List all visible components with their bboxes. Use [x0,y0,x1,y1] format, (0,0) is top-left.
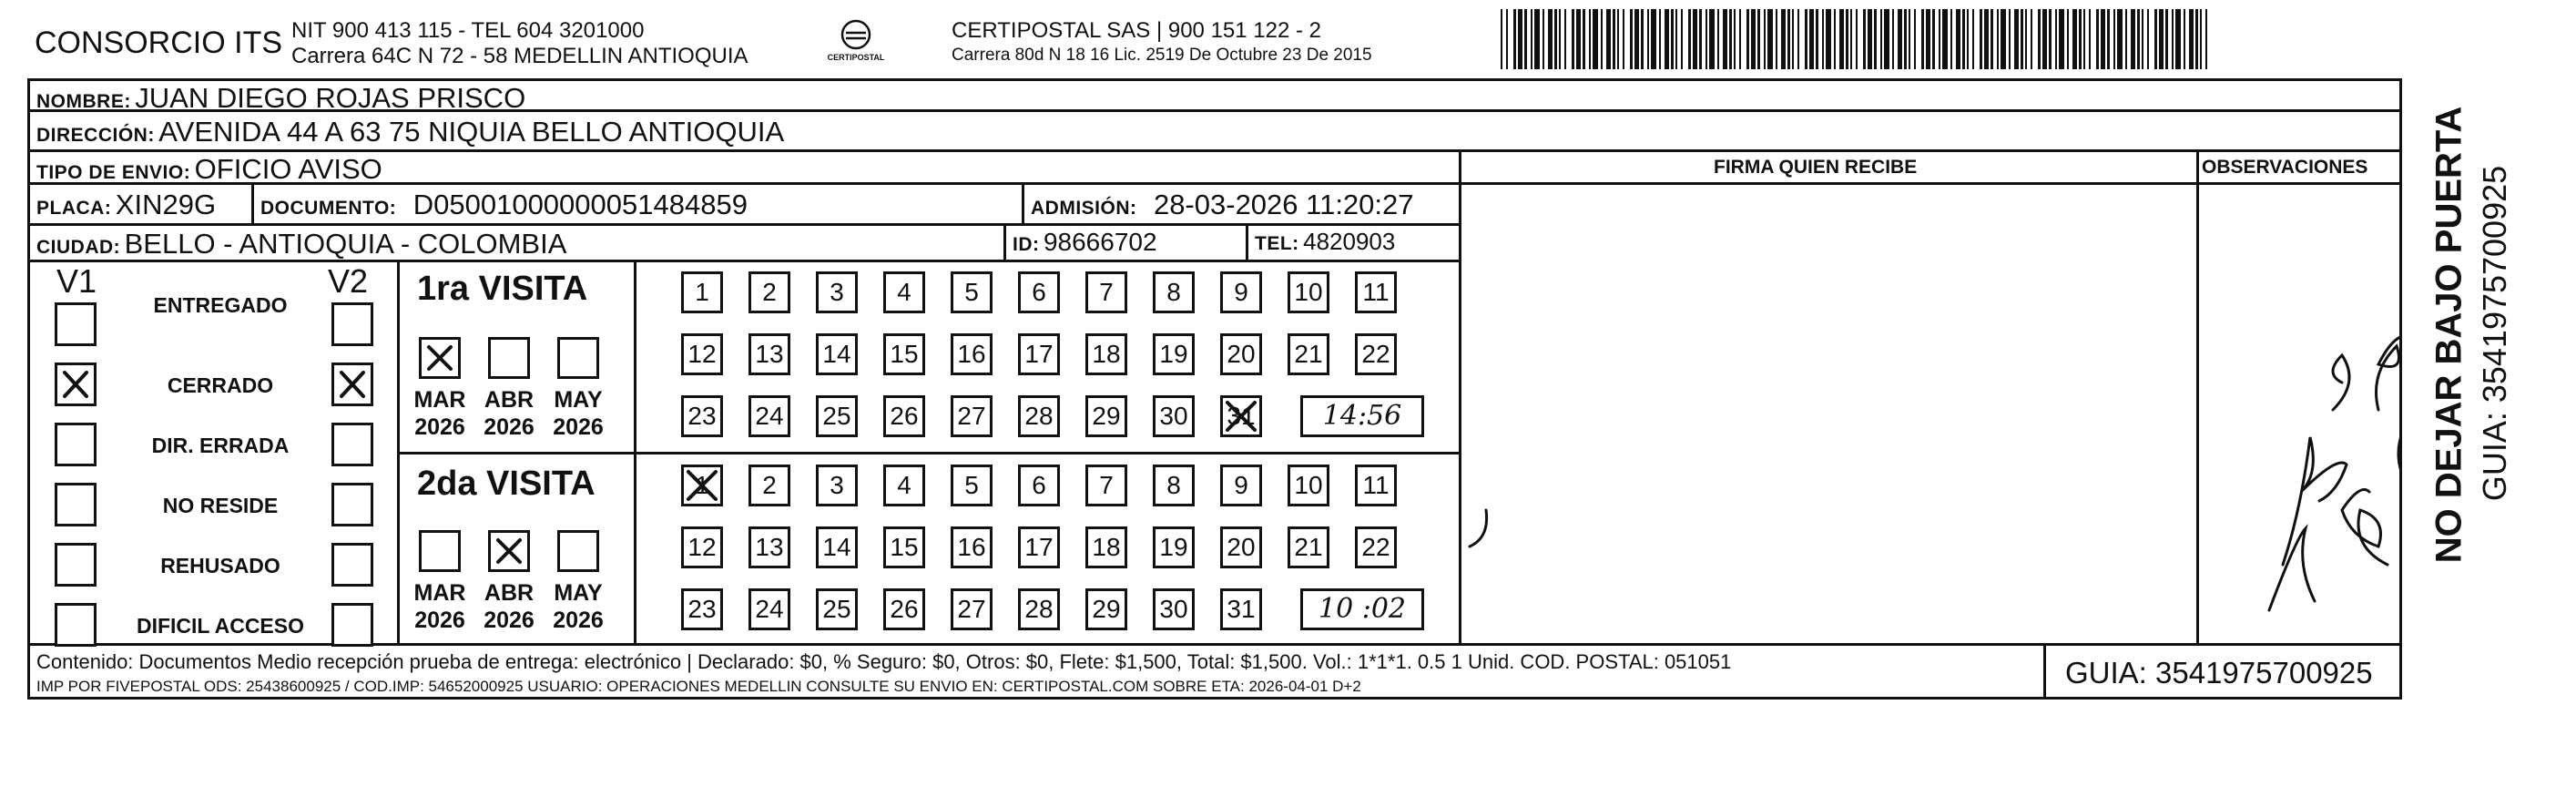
month-checkbox[interactable] [488,530,530,572]
day-checkbox[interactable]: 4 [883,465,925,506]
year-label: 2026 [484,414,535,440]
v2-checkbox[interactable] [331,603,373,647]
day-checkbox[interactable]: 14 [816,333,858,375]
col-line [1246,223,1248,260]
barcode-bar [1850,9,1852,69]
barcode-bar [1809,9,1814,69]
nombre-value: JUAN DIEGO ROJAS PRISCO [135,82,526,114]
certipostal-address: Carrera 80d N 18 16 Lic. 2519 De Octubre 23 De 2015 [952,46,1372,65]
barcode-bar [1884,9,1889,69]
day-checkbox[interactable]: 6 [1018,271,1060,313]
barcode-bar [1997,9,1999,69]
day-checkbox[interactable]: 19 [1153,526,1195,568]
barcode-bar [1898,9,1902,69]
status-label: CERRADO [167,373,274,397]
day-checkbox[interactable]: 7 [1085,465,1127,506]
day-checkbox[interactable]: 8 [1153,271,1195,313]
check-mark-icon [57,365,94,404]
certipostal-logo [824,16,888,71]
year-label: 2026 [553,414,604,440]
barcode-bar [1868,9,1872,69]
v1-checkbox[interactable] [55,363,97,406]
barcode-bar [1962,9,1965,69]
barcode-bar [2042,9,2047,69]
guia-box: GUIA: 3541975700925 [2065,656,2373,690]
barcode-bar [1601,9,1603,69]
day-checkbox[interactable]: 8 [1153,465,1195,506]
barcode-bar [2200,9,2202,69]
tel-label: TEL: [1255,233,1299,254]
day-checkbox[interactable]: 1 [681,465,723,506]
day-checkbox[interactable]: 22 [1355,526,1397,568]
day-checkbox[interactable]: 2 [748,465,790,506]
barcode-bar [1688,9,1691,69]
barcode-bar [2101,9,2105,69]
v1-checkbox[interactable] [55,423,97,466]
barcode-bar [1606,9,1611,69]
v2-checkbox[interactable] [331,543,373,587]
no-dejar-text: NO DEJAR BAJO PUERTA [2428,106,2469,564]
barcode-bar [1751,9,1756,69]
visit-time[interactable]: 14:56 [1300,395,1424,437]
barcode-bar [2113,9,2115,69]
nombre-row [36,82,525,115]
barcode-bar [2072,9,2077,69]
check-mark-icon [1220,395,1262,437]
barcode-bar [1531,9,1532,69]
side-text [2408,106,2513,619]
admision-row [1031,189,1414,221]
day-checkbox[interactable]: 7 [1085,271,1127,313]
barcode-bar [2038,9,2041,69]
visit-time[interactable]: 10 :02 [1300,588,1424,630]
barcode-bar [2175,9,2181,69]
day-checkbox[interactable]: 30 [1153,588,1195,630]
documento-label: DOCUMENTO: [260,198,397,219]
year-label: 2026 [414,414,465,440]
barcode-bar [1524,9,1527,69]
col-line [1022,182,1024,223]
direccion-value: AVENIDA 44 A 63 75 NIQUIA BELLO ANTIOQUIA [158,116,785,148]
barcode-bar [1647,9,1649,69]
ciudad-label: CIUDAD: [36,237,121,258]
barcode-bar [1651,9,1656,69]
barcode-bar [1709,9,1715,69]
barcode-bar [1671,9,1674,69]
barcode-bar [2089,9,2091,69]
barcode-bar [1518,9,1522,69]
barcode-bar [2083,9,2085,69]
day-checkbox[interactable]: 27 [951,588,993,630]
barcode-bar [1554,9,1557,69]
tipo-row [36,153,382,186]
barcode-bar [1834,9,1836,69]
year-label: 2026 [553,608,604,633]
status-label: DIR. ERRADA [151,434,290,457]
observaciones-label: OBSERVACIONES [2202,157,2368,178]
barcode-bar [1926,9,1930,69]
barcode-bar [1846,9,1848,69]
barcode-bar [1921,9,1924,69]
barcode-bar [1734,9,1736,69]
barcode-bar [1564,9,1566,69]
barcode-bar [1534,9,1540,69]
barcode-bar [1914,9,1916,69]
ciudad-row [36,228,566,260]
barcode-bar [2165,9,2168,69]
day-checkbox[interactable]: 12 [681,333,723,375]
barcode-bar [1543,9,1544,69]
barcode-bar [1956,9,1960,69]
day-checkbox[interactable]: 31 [1220,395,1262,437]
barcode-bar [1675,9,1677,69]
barcode-bar [1904,9,1907,69]
check-mark-icon [681,465,723,506]
direccion-row [36,116,784,148]
address-line: Carrera 64C N 72 - 58 MEDELLIN ANTIOQUIA [291,44,748,68]
barcode-bar [1776,9,1777,69]
barcode [1501,9,2220,71]
day-checkbox[interactable]: 6 [1018,465,1060,506]
day-checkbox[interactable]: 16 [951,526,993,568]
day-checkbox[interactable]: 3 [816,465,858,506]
barcode-bar [1980,9,1982,69]
day-checkbox[interactable]: 4 [883,271,925,313]
check-mark-icon [334,365,371,404]
id-value: 98666702 [1043,228,1157,256]
barcode-bar [1506,9,1508,69]
day-checkbox[interactable]: 11 [1355,465,1397,506]
barcode-bar [1513,9,1516,69]
month-label: MAY [554,580,603,606]
day-checkbox[interactable]: 10 [1288,465,1329,506]
barcode-bar [1805,9,1807,69]
barcode-bar [2172,9,2174,69]
day-checkbox[interactable]: 22 [1355,333,1397,375]
day-checkbox[interactable]: 26 [883,588,925,630]
barcode-bar [2055,9,2057,69]
certipostal-logo-icon [824,16,888,71]
barcode-bar [1665,9,1669,69]
v1-checkbox[interactable] [55,543,97,587]
barcode-bar [1909,9,1910,69]
day-checkbox[interactable]: 31 [1220,588,1262,630]
month-checkbox[interactable] [419,530,461,572]
v2-checkbox[interactable] [331,483,373,526]
month-label: ABR [484,580,535,606]
month-checkbox[interactable] [557,337,599,379]
day-checkbox[interactable]: 1 [681,271,723,313]
logo-text: CERTIPOSTAL [827,53,885,62]
barcode-bar [1693,9,1697,69]
day-checkbox[interactable]: 10 [1288,271,1329,313]
barcode-bar [1681,9,1683,69]
day-checkbox[interactable]: 25 [816,395,858,437]
barcode-bar [2205,9,2207,69]
id-row [1013,228,1157,257]
nombre-label: NOMBRE: [36,91,131,112]
day-checkbox[interactable]: 28 [1018,395,1060,437]
direccion-label: DIRECCIÓN: [36,125,155,146]
barcode-bar [2025,9,2027,69]
col-line [1003,223,1006,260]
barcode-bar [1659,9,1661,69]
barcode-bar [1593,9,1598,69]
barcode-bar [2001,9,2006,69]
second-visit-title: 2da VISITA [417,465,596,503]
barcode-bar [1939,9,1940,69]
nit-line: NIT 900 413 115 - TEL 604 3201000 [291,18,645,43]
day-checkbox[interactable]: 21 [1288,333,1329,375]
day-checkbox[interactable]: 23 [681,588,723,630]
barcode-bar [1856,9,1858,69]
admision-value: 28-03-2026 11:20:27 [1153,189,1414,220]
barcode-bar [2096,9,2099,69]
documento-row [260,189,748,221]
barcode-bar [1746,9,1749,69]
month-label: MAR [413,387,466,413]
day-checkbox[interactable]: 29 [1085,588,1127,630]
day-checkbox[interactable]: 20 [1220,333,1262,375]
check-mark-icon [422,340,458,376]
day-checkbox[interactable]: 23 [681,395,723,437]
v1-checkbox[interactable] [55,483,97,526]
day-checkbox[interactable]: 18 [1085,526,1127,568]
status-label: NO RESIDE [162,494,279,517]
barcode-bar [2154,9,2157,69]
placa-value: XIN29G [115,189,217,220]
id-label: ID: [1013,234,1040,255]
day-checkbox[interactable]: 15 [883,333,925,375]
col-line [251,182,254,223]
status-label: DIFICIL ACCESO [136,614,304,638]
barcode-bar [1984,9,1989,69]
day-checkbox[interactable]: 2 [748,271,790,313]
barcode-bar [1589,9,1591,69]
day-checkbox[interactable]: 27 [951,395,993,437]
day-checkbox[interactable]: 16 [951,333,993,375]
barcode-bar [1559,9,1561,69]
barcode-bar [2189,9,2194,69]
day-checkbox[interactable]: 24 [748,588,790,630]
barcode-bar [1576,9,1581,69]
barcode-bar [1797,9,1799,69]
admision-label: ADMISIÓN: [1031,198,1137,219]
barcode-bar [2067,9,2069,69]
day-checkbox[interactable]: 29 [1085,395,1127,437]
barcode-bar [2131,9,2135,69]
barcode-bar [1767,9,1773,69]
barcode-bar [1816,9,1818,69]
tipo-label: TIPO DE ENVIO: [36,162,191,183]
tel-value: 4820903 [1303,228,1396,255]
day-checkbox[interactable]: 25 [816,588,858,630]
barcode-bar [1613,9,1615,69]
barcode-bar [1623,9,1624,69]
barcode-bar [1705,9,1707,69]
handwriting [1459,182,2402,643]
barcode-bar [1792,9,1794,69]
year-label: 2026 [414,608,465,633]
barcode-bar [1991,9,1993,69]
barcode-bar [1942,9,1948,69]
barcode-bar [1892,9,1894,69]
barcode-bar [2137,9,2140,69]
barcode-bar [1630,9,1633,69]
v1-checkbox[interactable] [55,603,97,647]
month-label: ABR [484,387,535,413]
barcode-bar [1874,9,1877,69]
barcode-bar [2195,9,2198,69]
v2-checkbox[interactable] [331,363,373,406]
barcode-bar [1572,9,1574,69]
certipostal-line: CERTIPOSTAL SAS | 900 151 122 - 2 [952,18,1321,43]
col-line [2043,643,2046,700]
barcode-bar [2142,9,2143,69]
first-visit-title: 1ra VISITA [417,270,588,308]
day-checkbox[interactable]: 30 [1153,395,1195,437]
barcode-bar [2147,9,2149,69]
day-checkbox[interactable]: 5 [951,465,993,506]
check-mark-icon [491,533,527,569]
status-label: ENTREGADO [153,293,288,317]
day-checkbox[interactable]: 20 [1220,526,1262,568]
day-checkbox[interactable]: 24 [748,395,790,437]
barcode-bar [1699,9,1702,69]
day-checkbox[interactable]: 9 [1220,465,1262,506]
barcode-bar [2021,9,2023,69]
day-checkbox[interactable]: 3 [816,271,858,313]
status-label: REHUSADO [160,554,280,577]
barcode-bar [1967,9,1969,69]
v2-checkbox[interactable] [331,302,373,346]
day-checkbox[interactable]: 5 [951,271,993,313]
barcode-bar [1932,9,1935,69]
day-checkbox[interactable]: 28 [1018,588,1060,630]
firma-label: FIRMA QUIEN RECIBE [1714,157,1918,178]
barcode-bar [1757,9,1760,69]
barcode-bar [2014,9,2019,69]
barcode-bar [2159,9,2164,69]
v2-label: V2 [328,262,369,300]
barcode-bar [2125,9,2127,69]
placa-row [36,189,216,221]
contenido-line: Contenido: Documentos Medio recepción prueba de entrega: electrónico | Declarado: $0, % Seguro: $0, Otros: $0, Flete: $1,500, Total: $1,500. Vol.: 1*1*1. 0.5 1 Unid. COD. POSTAL: 051051 [36,650,1732,673]
day-checkbox[interactable]: 12 [681,526,723,568]
v1-label: V1 [56,262,97,300]
barcode-bar [1723,9,1727,69]
day-checkbox[interactable]: 15 [883,526,925,568]
barcode-bar [1583,9,1585,69]
barcode-bar [1729,9,1732,69]
month-checkbox[interactable] [557,530,599,572]
barcode-bar [1739,9,1741,69]
day-checkbox[interactable]: 17 [1018,526,1060,568]
day-checkbox[interactable]: 9 [1220,271,1262,313]
placa-label: PLACA: [36,198,112,219]
barcode-bar [2059,9,2064,69]
documento-value: D05001000000051484859 [412,189,748,220]
barcode-bar [1863,9,1866,69]
company-name: CONSORCIO ITS [35,26,283,60]
ciudad-value: BELLO - ANTIOQUIA - COLOMBIA [124,228,567,260]
month-checkbox[interactable] [488,337,530,379]
day-checkbox[interactable]: 13 [748,333,790,375]
month-checkbox[interactable] [419,337,461,379]
day-checkbox[interactable]: 17 [1018,333,1060,375]
barcode-bar [1501,9,1502,69]
day-checkbox[interactable]: 21 [1288,526,1329,568]
barcode-bar [1822,9,1824,69]
barcode-bar [1641,9,1644,69]
barcode-bar [2079,9,2082,69]
barcode-bar [1548,9,1553,69]
barcode-bar [1781,9,1786,69]
day-checkbox[interactable]: 18 [1085,333,1127,375]
month-label: MAR [413,580,466,606]
barcode-bar [1717,9,1719,69]
year-label: 2026 [484,608,535,633]
barcode-bar [2184,9,2185,69]
barcode-bar [2107,9,2110,69]
barcode-bar [1764,9,1766,69]
v2-checkbox[interactable] [331,423,373,466]
barcode-bar [1972,9,1974,69]
month-label: MAY [554,387,603,413]
barcode-bar [2117,9,2123,69]
day-checkbox[interactable]: 13 [748,526,790,568]
barcode-bar [2049,9,2052,69]
day-checkbox[interactable]: 14 [816,526,858,568]
barcode-bar [1839,9,1844,69]
day-checkbox[interactable]: 11 [1355,271,1397,313]
barcode-bar [1617,9,1619,69]
barcode-bar [1950,9,1952,69]
day-checkbox[interactable]: 26 [883,395,925,437]
row-line [27,149,2402,152]
tipo-value: OFICIO AVISO [194,153,382,185]
barcode-bar [1787,9,1790,69]
imp-line: IMP POR FIVEPOSTAL ODS: 25438600925 / COD.IMP: 54652000925 USUARIO: OPERACIONES MEDELLIN CONSULTE SU ENVIO EN: CERTIPOSTAL.COM SOBRE ETA: 2026-04-01 D+2 [36,678,1361,695]
day-checkbox[interactable]: 19 [1153,333,1195,375]
barcode-bar [2031,9,2032,69]
barcode-bar [2009,9,2011,69]
side-guia-text: GUIA: 3541975700925 [2476,165,2513,502]
row-line [397,452,1459,455]
barcode-bar [1880,9,1882,69]
row-line [27,223,1459,226]
barcode-bar [1826,9,1831,69]
v1-checkbox[interactable] [55,302,97,346]
barcode-bar [1634,9,1639,69]
tel-row [1255,228,1395,256]
